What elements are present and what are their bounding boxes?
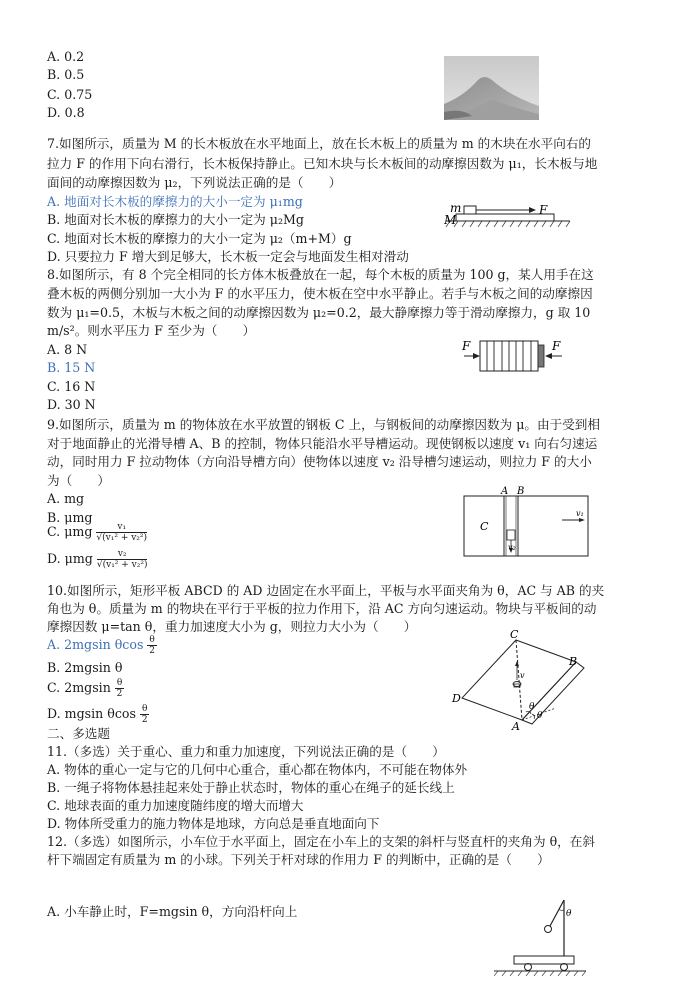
q12-option-a: A. 小车静止时，F=mgsin θ，方向沿杆向上 [47,904,298,919]
q8-label-F-left: F [462,339,471,353]
q10-label-A: A [512,720,520,732]
q9-label-v1: v₁ [576,509,584,518]
q9-option-b: B. μmg [47,510,93,525]
q9-label-C: C [480,520,489,533]
q6-option-d: D. 0.8 [47,105,85,120]
q10-label-theta-2: θ [537,711,543,721]
q10-option-d-prefix: D. mgsin θcos [47,706,136,721]
q6-option-a: A. 0.2 [47,49,85,64]
q7-stem-line-1: 7.如图所示，质量为 M 的长木板放在水平地面上，放在长木板上的质量为 m 的木块在水平向右的 [47,136,592,151]
q9-option-d-denominator: √(v₁² + v₂²) [96,560,148,570]
q12-stem-line-2: 杆下端固定有质量为 m 的小球。下列关于杆对球的作用力 F 的判断中，正确的是（ ） [47,852,550,867]
q9-option-d [47,547,147,571]
q12-label-theta: θ [566,909,572,919]
q8-label-F-right: F [552,339,561,353]
q9-stem-line-1: 9.如图所示，质量为 m 的物体放在水平放置的钢板 C 上，与钢板间的动摩擦因数为 μ。由于受到相 [47,417,600,432]
q9-label-A: A [501,486,509,497]
q10-option-c-denominator: 2 [116,689,123,699]
q11-option-b: B. 一绳子将物体悬挂起来处于静止状态时，物体的重心在绳子的延长线上 [47,780,455,795]
q10-label-v: v [520,671,525,680]
q10-option-d [47,702,149,726]
q9-label-B: B [517,486,525,497]
q10-option-d-denominator: 2 [141,715,148,725]
q9-option-c-denominator: √(v₁² + v₂²) [96,533,148,543]
q10-figure-inclined-plate [448,628,598,732]
section-multi-choice-heading: 二、多选题 [47,726,110,741]
q10-label-D: D [452,692,461,705]
q7-label-M: M [444,213,457,227]
q10-option-d-numerator: θ [141,704,148,714]
q10-option-a-numerator: θ [149,635,155,645]
q8-option-b: B. 15 N [47,360,96,375]
q11-option-d: D. 物体所受重力的施力物体是地球，方向总是垂直地面向下 [47,816,380,831]
sand-pile-photo [444,56,539,120]
q7-option-c: C. 地面对长木板的摩擦力的大小一定为 μ₂（m+M）g [47,231,352,246]
q8-option-a: A. 8 N [47,342,88,357]
q9-option-c [47,520,147,544]
q10-label-C: C [510,628,519,641]
q9-option-c-numerator: v₁ [96,522,147,533]
q12-stem-line-1: 12.（多选）如图所示，小车位于水平面上，固定在小车上的支架的斜杆与竖直杆的夹角为 θ，在斜 [47,834,595,849]
q11-option-a: A. 物体的重心一定与它的几何中心重合，重心都在物体内，不可能在物体外 [47,762,468,777]
q10-option-b: B. 2mgsin θ [47,660,123,675]
q10-option-c-prefix: C. 2mgsin [47,680,111,695]
q8-stem-line-4: m/s²。则水平压力 F 至少为（ ） [47,323,256,338]
q12-figure-cart-with-rod [494,896,586,980]
q10-label-B: B [569,655,578,668]
q7-figure-block-on-board [444,198,574,238]
q7-label-F: F [539,203,548,217]
q7-label-m: m [450,201,462,215]
q10-label-theta-1: θ [529,702,535,712]
q10-option-a-prefix: A. 2mgsin θcos [47,637,144,652]
q9-stem-line-3: 动，同时用力 F 拉动物体（方向沿导槽方向）使物体以速度 v₂ 沿导槽匀速运动，则拉力 F 的大小 [47,454,592,469]
q9-option-d-numerator: v₂ [97,549,148,560]
q9-option-a: A. mg [47,491,85,506]
q8-option-d: D. 30 N [47,397,96,412]
q9-label-v2: v₂ [508,543,516,552]
q10-option-c [47,676,124,700]
q9-option-c-prefix: C. μmg [47,524,93,539]
q9-stem-line-2: 对于地面静止的光滑导槽 A、B 的控制，物体只能沿水平导槽运动。现使钢板以速度 v₁ 向右匀速运 [47,436,598,451]
q9-stem-line-4: 为（ ） [47,473,110,488]
q9-figure-steel-plate-guide-rails [462,484,592,560]
q11-option-c: C. 地球表面的重力加速度随纬度的增大而增大 [47,798,304,813]
q10-stem-line-1: 10.如图所示，矩形平板 ABCD 的 AD 边固定在水平面上，平板与水平面夹角为 θ，AC 与 AB 的夹 [47,583,605,598]
q7-option-d: D. 只要拉力 F 增大到足够大，长木板一定会与地面发生相对滑动 [47,249,409,264]
q10-option-a [47,633,157,657]
q7-option-a: A. 地面对长木板的摩擦力的大小一定为 μ₁mg [47,194,303,209]
q6-option-b: B. 0.5 [47,67,85,82]
q7-stem-line-3: 面间的动摩擦因数为 μ₂，下列说法正确的是（ ） [47,175,342,190]
q10-option-a-denominator: 2 [149,646,155,656]
q7-stem-line-2: 拉力 F 的作用下向右滑行，长木板保持静止。已知木块与长木板间的动摩擦因数为 μ₁，长木板与地 [47,156,598,171]
q7-option-b: B. 地面对长木板的摩擦力的大小一定为 μ₂Mg [47,212,304,227]
q10-stem-line-3: 摩擦因数 μ=tan θ，重力加速度大小为 g，则拉力大小为（ ） [47,619,417,634]
q8-stem-line-1: 8.如图所示，有 8 个完全相同的长方体木板叠放在一起，每个木板的质量为 100 g，某人用手在这 [47,267,594,282]
q8-figure-stacked-boards [458,336,568,376]
q8-stem-line-3: 数为 μ₁=0.5，木板与木板之间的动摩擦因数为 μ₂=0.2，最大静摩擦力等于滑动摩擦力，g 取 10 [47,305,591,320]
q6-option-c: C. 0.75 [47,87,93,102]
q10-stem-line-2: 角也为 θ。质量为 m 的物块在平行于平板的拉力作用下，沿 AC 方向匀速运动。物块与平板间的动 [47,601,597,616]
q10-option-c-numerator: θ [116,678,123,688]
q9-option-d-prefix: D. μmg [47,551,93,566]
q8-stem-line-2: 叠木板的两侧分别加一大小为 F 的水平压力，使木板在空中水平静止。若手与木板之间的动摩擦因 [47,286,593,301]
q8-option-c: C. 16 N [47,379,96,394]
q11-stem: 11.（多选）关于重心、重力和重力加速度，下列说法正确的是（ ） [47,744,445,759]
